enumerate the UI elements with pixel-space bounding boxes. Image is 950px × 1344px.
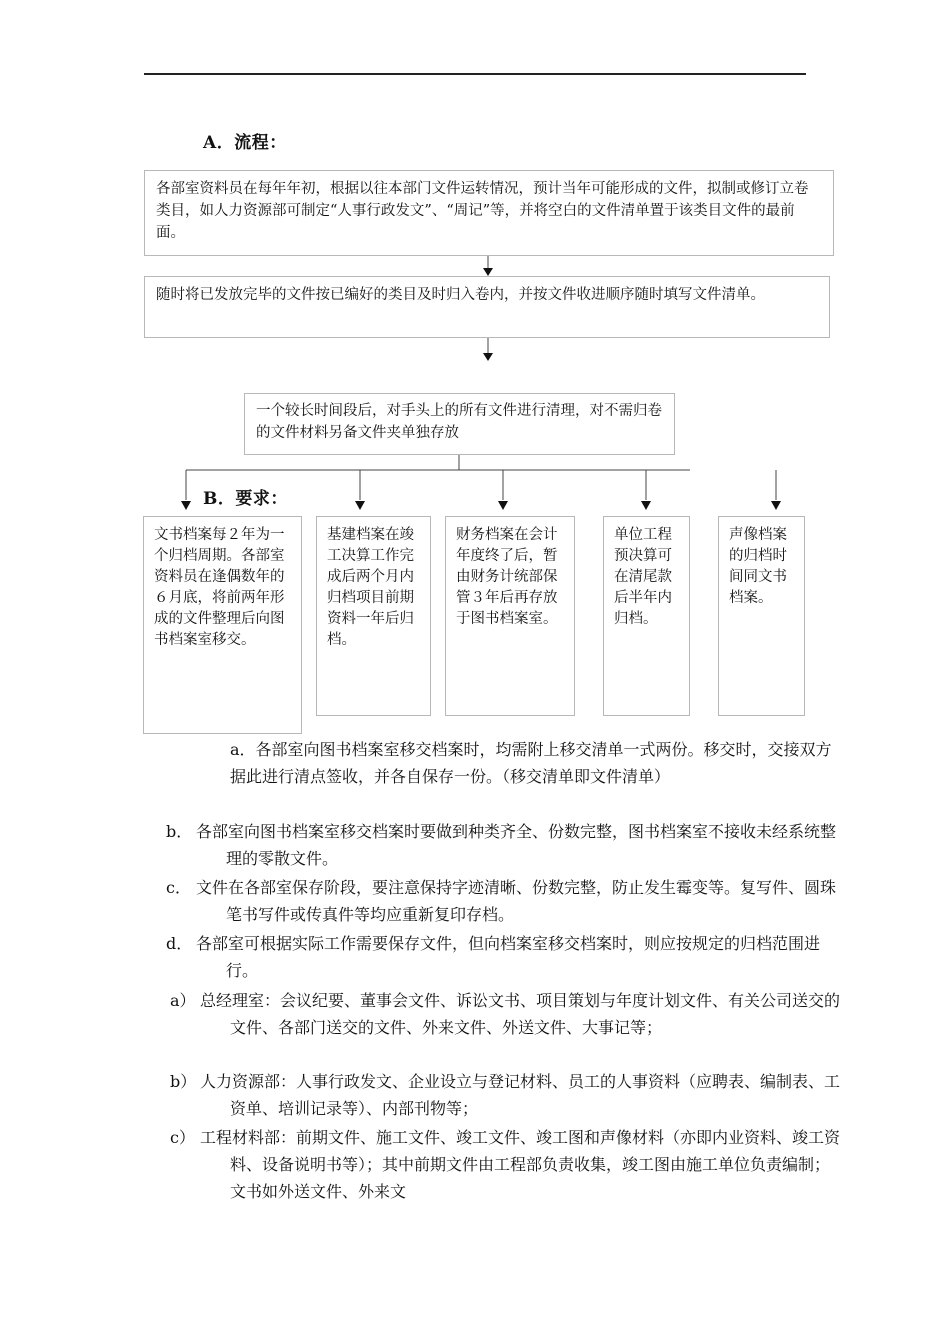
arrow-head-branch-5 (771, 501, 781, 510)
arrow-head-branch-3 (498, 501, 508, 510)
arrow-head-2 (483, 353, 493, 361)
requirement-c: c． 文件在各部室保存阶段，要注意保持字迹清晰、份数完整，防止发生霉变等。复写件、圆珠笔书写件或传真件等均应重新复印存档。 (166, 878, 837, 924)
branch-text-3: 财务档案在会计年度终了后，暂由财务计统部保管３年后再存放于图书档案室。 (456, 527, 558, 627)
requirement-a-text: 各部室向图书档案室移交档案时，均需附上移交清单一式两份。移交时，交接双方据此进行清点签收，并各自保存一份。（移交清单即文件清单） (230, 740, 832, 786)
requirement-d: d． 各部室可根据实际工作需要保存文件，但向档案室移交档案时，则应按规定的归档范围进行。 (166, 934, 821, 980)
branch-box-2 (316, 516, 431, 716)
branch-box-5 (718, 516, 805, 716)
requirement-a (200, 736, 840, 790)
heading-process: A．流程： (203, 133, 287, 153)
branch-box-3 (445, 516, 575, 716)
flow-connectors (0, 0, 950, 560)
heading-requirements: B．要求： (203, 489, 288, 509)
flow-step-3-text: 一个较长时间段后，对手头上的所有文件进行清理，对不需归卷的文件材料另备文件夹单独存放 (256, 403, 662, 441)
department-a-text: 总经理室：会议纪要、董事会文件、诉讼文书、项目策划与年度计划文件、有关公司送交的文件、各部门送交的文件、外来文件、外送文件、大事记等； (200, 991, 841, 1037)
branch-text-2: 基建档案在竣工决算工作完成后两个月内归档项目前期资料一年后归档。 (327, 527, 414, 648)
department-b-text: 人力资源部：人事行政发文、企业设立与登记材料、员工的人事资料（应聘表、编制表、工资单、培训记录等）、内部刊物等； (200, 1072, 841, 1118)
arrow-head-branch-2 (355, 501, 365, 510)
branch-text-4: 单位工程预决算可在清尾款后半年内归档。 (614, 527, 672, 627)
branch-box-4 (603, 516, 690, 716)
department-c-text: 工程材料部：前期文件、施工文件、竣工文件、竣工图和声像材料（亦即内业资料、竣工资料、设备说明书等）；其中前期文件由工程部负责收集，竣工图由施工单位负责编制；文书如外送文件、外来文 (200, 1128, 841, 1201)
arrow-head-branch-4 (641, 501, 651, 510)
requirement-d-text: 各部室可根据实际工作需要保存文件，但向档案室移交档案时，则应按规定的归档范围进行。 (196, 934, 821, 980)
department-b: b） 人力资源部：人事行政发文、企业设立与登记材料、员工的人事资料（应聘表、编制表、工资单、培训记录等）、内部刊物等； (170, 1072, 841, 1118)
arrow-head-branch-1 (181, 501, 191, 510)
branch-text-1: 文书档案每２年为一个归档周期。各部室资料员在逢偶数年的６月底，将前两年形成的文件整理后向图书档案室移交。 (154, 527, 285, 648)
requirement-b-text: 各部室向图书档案室移交档案时要做到种类齐全、份数完整，图书档案室不接收未经系统整理的零散文件。 (196, 822, 837, 868)
branch-box-1 (143, 516, 302, 734)
flow-step-2-text: 随时将已发放完毕的文件按已编好的类目及时归入卷内，并按文件收进顺序随时填写文件清单。 (156, 287, 765, 303)
department-c: c） 工程材料部：前期文件、施工文件、竣工文件、竣工图和声像材料（亦即内业资料、竣工资料、设备说明书等）；其中前期文件由工程部负责收集，竣工图由施工单位负责编制；文书如外送文件、外来文 (170, 1128, 841, 1201)
department-a: a） 总经理室：会议纪要、董事会文件、诉讼文书、项目策划与年度计划文件、有关公司送交的文件、各部门送交的文件、外来文件、外送文件、大事记等； (170, 991, 841, 1037)
requirement-b: b． 各部室向图书档案室移交档案时要做到种类齐全、份数完整，图书档案室不接收未经系统整理的零散文件。 (166, 822, 837, 868)
flow-step-1-text: 各部室资料员在每年年初，根据以往本部门文件运转情况，预计当年可能形成的文件，拟制或修订立卷类目，如人力资源部可制定“人事行政发文”、“周记”等，并将空白的文件清单置于该类目文件的最前面。 (156, 181, 809, 241)
branch-text-5: 声像档案的归档时间同文书档案。 (729, 527, 787, 606)
requirement-a-label: a． (230, 740, 256, 759)
requirement-c-text: 文件在各部室保存阶段，要注意保持字迹清晰、份数完整，防止发生霉变等。复写件、圆珠笔书写件或传真件等均应重新复印存档。 (196, 878, 837, 924)
arrow-head-1 (483, 268, 493, 276)
